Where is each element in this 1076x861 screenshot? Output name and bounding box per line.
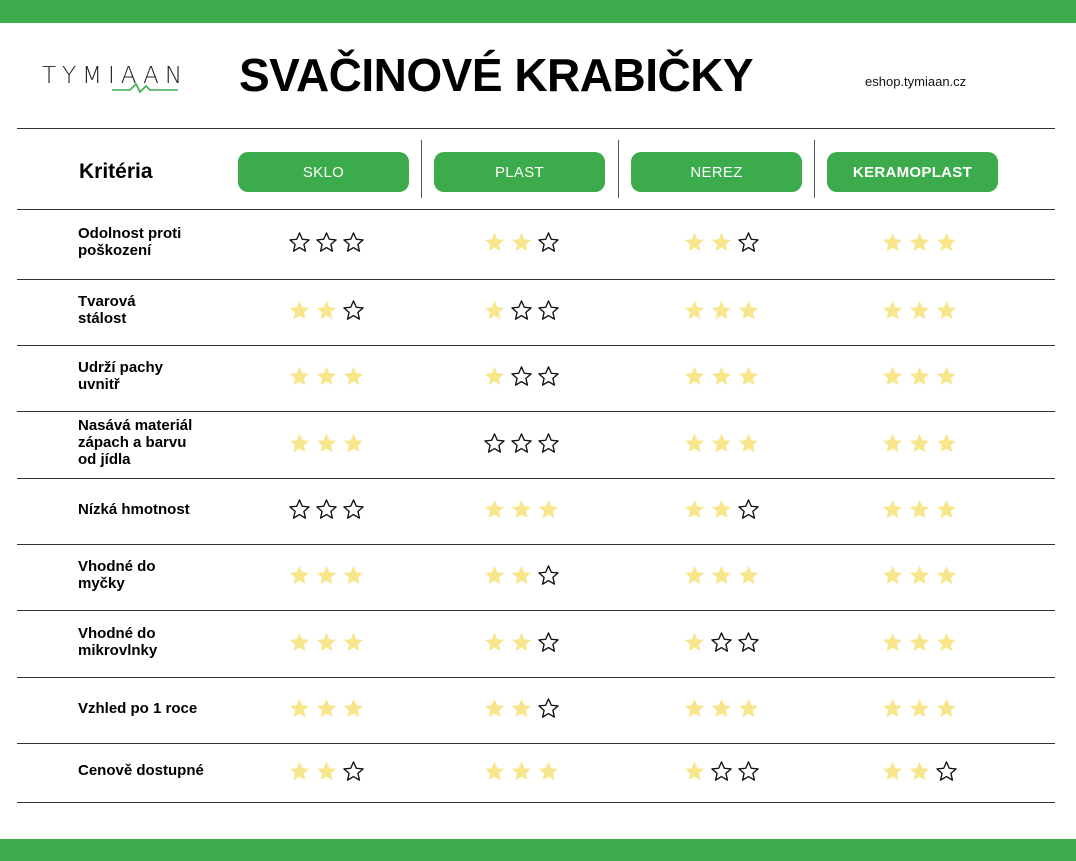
star-empty-icon: [537, 231, 560, 254]
criterion-label: Nízká hmotnost: [78, 500, 190, 518]
star-filled-icon: [881, 631, 904, 654]
star-rating-plast: [483, 365, 560, 388]
star-empty-icon: [710, 760, 733, 783]
star-rating-plast: [483, 631, 560, 654]
star-empty-icon: [737, 760, 760, 783]
star-filled-icon: [288, 760, 311, 783]
star-empty-icon: [537, 697, 560, 720]
column-header-nerez: NEREZ: [631, 152, 802, 192]
star-empty-icon: [510, 432, 533, 455]
star-filled-icon: [683, 432, 706, 455]
star-filled-icon: [908, 365, 931, 388]
star-filled-icon: [935, 299, 958, 322]
star-filled-icon: [710, 697, 733, 720]
star-rating-sklo: [288, 564, 365, 587]
star-filled-icon: [342, 432, 365, 455]
column-header-sklo: SKLO: [238, 152, 409, 192]
star-filled-icon: [737, 697, 760, 720]
row-divider: [17, 345, 1055, 346]
star-filled-icon: [483, 365, 506, 388]
star-filled-icon: [710, 365, 733, 388]
star-filled-icon: [537, 498, 560, 521]
leaf-icon: [110, 82, 180, 94]
star-filled-icon: [288, 365, 311, 388]
star-rating-plast: [483, 697, 560, 720]
star-filled-icon: [710, 299, 733, 322]
page-title: SVAČINOVÉ KRABIČKY: [239, 49, 754, 101]
star-rating-keramoplast: [881, 231, 958, 254]
star-rating-plast: [483, 564, 560, 587]
star-empty-icon: [483, 432, 506, 455]
star-empty-icon: [537, 299, 560, 322]
star-rating-nerez: [683, 760, 760, 783]
star-filled-icon: [710, 432, 733, 455]
star-empty-icon: [510, 299, 533, 322]
row-divider: [17, 677, 1055, 678]
star-empty-icon: [288, 231, 311, 254]
star-rating-nerez: [683, 365, 760, 388]
star-rating-sklo: [288, 760, 365, 783]
row-divider: [17, 478, 1055, 479]
star-filled-icon: [935, 498, 958, 521]
star-rating-plast: [483, 231, 560, 254]
star-filled-icon: [483, 299, 506, 322]
star-filled-icon: [483, 564, 506, 587]
star-filled-icon: [881, 564, 904, 587]
criterion-label: Vhodné do mikrovlnky: [78, 624, 158, 659]
star-filled-icon: [288, 432, 311, 455]
star-filled-icon: [510, 231, 533, 254]
star-rating-nerez: [683, 631, 760, 654]
star-filled-icon: [510, 564, 533, 587]
star-empty-icon: [342, 231, 365, 254]
star-rating-keramoplast: [881, 760, 958, 783]
star-filled-icon: [342, 697, 365, 720]
star-filled-icon: [935, 697, 958, 720]
star-filled-icon: [483, 231, 506, 254]
star-rating-keramoplast: [881, 631, 958, 654]
star-filled-icon: [908, 432, 931, 455]
star-filled-icon: [935, 231, 958, 254]
criterion-label: Udrží pachy uvnitř: [78, 359, 164, 393]
star-filled-icon: [935, 564, 958, 587]
star-filled-icon: [737, 365, 760, 388]
star-filled-icon: [908, 299, 931, 322]
criterion-label: Vzhled po 1 roce: [78, 699, 198, 717]
star-filled-icon: [683, 564, 706, 587]
star-rating-sklo: [288, 231, 365, 254]
star-filled-icon: [710, 498, 733, 521]
star-filled-icon: [342, 365, 365, 388]
star-empty-icon: [537, 365, 560, 388]
star-filled-icon: [737, 432, 760, 455]
star-filled-icon: [483, 631, 506, 654]
star-empty-icon: [288, 498, 311, 521]
criteria-header: Kritéria: [79, 160, 153, 183]
star-filled-icon: [315, 564, 338, 587]
column-separator: [618, 140, 619, 198]
star-filled-icon: [683, 299, 706, 322]
star-filled-icon: [288, 697, 311, 720]
star-filled-icon: [483, 760, 506, 783]
star-filled-icon: [908, 697, 931, 720]
star-rating-nerez: [683, 299, 760, 322]
star-empty-icon: [737, 631, 760, 654]
star-filled-icon: [881, 697, 904, 720]
star-filled-icon: [881, 299, 904, 322]
star-filled-icon: [315, 697, 338, 720]
row-divider: [17, 209, 1055, 210]
star-filled-icon: [342, 564, 365, 587]
row-divider: [17, 279, 1055, 280]
star-rating-sklo: [288, 498, 365, 521]
star-empty-icon: [710, 631, 733, 654]
star-empty-icon: [315, 498, 338, 521]
criterion-label: Odolnost proti poškození: [78, 225, 182, 259]
star-empty-icon: [737, 231, 760, 254]
star-filled-icon: [510, 631, 533, 654]
star-filled-icon: [537, 760, 560, 783]
star-filled-icon: [881, 432, 904, 455]
star-filled-icon: [908, 231, 931, 254]
star-filled-icon: [288, 299, 311, 322]
star-filled-icon: [288, 564, 311, 587]
star-filled-icon: [908, 631, 931, 654]
shop-url: eshop.tymiaan.cz: [865, 74, 967, 89]
star-filled-icon: [935, 631, 958, 654]
star-filled-icon: [315, 631, 338, 654]
star-rating-nerez: [683, 231, 760, 254]
star-rating-sklo: [288, 697, 365, 720]
star-filled-icon: [683, 231, 706, 254]
star-rating-nerez: [683, 564, 760, 587]
star-empty-icon: [935, 760, 958, 783]
star-rating-nerez: [683, 432, 760, 455]
star-rating-keramoplast: [881, 564, 958, 587]
star-filled-icon: [710, 564, 733, 587]
star-filled-icon: [288, 631, 311, 654]
star-rating-sklo: [288, 631, 365, 654]
star-filled-icon: [315, 432, 338, 455]
criterion-label: Tvarová stálost: [78, 293, 136, 327]
star-filled-icon: [510, 498, 533, 521]
star-filled-icon: [908, 760, 931, 783]
star-filled-icon: [510, 697, 533, 720]
brand-logo: [42, 63, 188, 89]
star-empty-icon: [315, 231, 338, 254]
star-filled-icon: [881, 231, 904, 254]
star-rating-plast: [483, 760, 560, 783]
star-filled-icon: [737, 564, 760, 587]
star-empty-icon: [510, 365, 533, 388]
star-filled-icon: [683, 631, 706, 654]
star-filled-icon: [935, 365, 958, 388]
star-rating-nerez: [683, 498, 760, 521]
star-filled-icon: [881, 760, 904, 783]
star-rating-sklo: [288, 365, 365, 388]
star-filled-icon: [710, 231, 733, 254]
star-filled-icon: [683, 760, 706, 783]
star-rating-keramoplast: [881, 498, 958, 521]
star-empty-icon: [537, 631, 560, 654]
criterion-label: Nasává materiál zápach a barvu od jídla: [78, 417, 193, 468]
divider-line: [17, 128, 1055, 129]
criterion-label: Cenově dostupné: [78, 762, 204, 779]
star-filled-icon: [908, 564, 931, 587]
column-header-keramoplast: KERAMOPLAST: [827, 152, 998, 192]
star-rating-plast: [483, 498, 560, 521]
star-filled-icon: [683, 498, 706, 521]
star-filled-icon: [315, 365, 338, 388]
bottom-accent-band: [0, 839, 1076, 861]
star-rating-keramoplast: [881, 299, 958, 322]
top-accent-band: [0, 0, 1076, 23]
row-divider: [17, 411, 1055, 412]
star-rating-sklo: [288, 299, 365, 322]
star-filled-icon: [315, 760, 338, 783]
star-empty-icon: [737, 498, 760, 521]
star-rating-keramoplast: [881, 432, 958, 455]
star-rating-nerez: [683, 697, 760, 720]
star-empty-icon: [342, 760, 365, 783]
star-empty-icon: [537, 564, 560, 587]
star-empty-icon: [342, 498, 365, 521]
star-rating-sklo: [288, 432, 365, 455]
star-filled-icon: [908, 498, 931, 521]
row-divider: [17, 802, 1055, 803]
star-filled-icon: [683, 365, 706, 388]
row-divider: [17, 743, 1055, 744]
star-filled-icon: [483, 498, 506, 521]
logo-text: TYMIAAN: [42, 63, 189, 89]
star-rating-plast: [483, 432, 560, 455]
star-filled-icon: [881, 498, 904, 521]
column-separator: [814, 140, 815, 198]
star-filled-icon: [881, 365, 904, 388]
row-divider: [17, 544, 1055, 545]
star-filled-icon: [683, 697, 706, 720]
star-filled-icon: [510, 760, 533, 783]
star-filled-icon: [342, 631, 365, 654]
star-filled-icon: [935, 432, 958, 455]
criterion-label: Vhodné do myčky: [78, 558, 156, 592]
star-rating-keramoplast: [881, 697, 958, 720]
row-divider: [17, 610, 1055, 611]
star-filled-icon: [315, 299, 338, 322]
star-filled-icon: [483, 697, 506, 720]
star-rating-keramoplast: [881, 365, 958, 388]
star-empty-icon: [537, 432, 560, 455]
star-rating-plast: [483, 299, 560, 322]
column-separator: [421, 140, 422, 198]
star-empty-icon: [342, 299, 365, 322]
star-filled-icon: [737, 299, 760, 322]
column-header-plast: PLAST: [434, 152, 605, 192]
